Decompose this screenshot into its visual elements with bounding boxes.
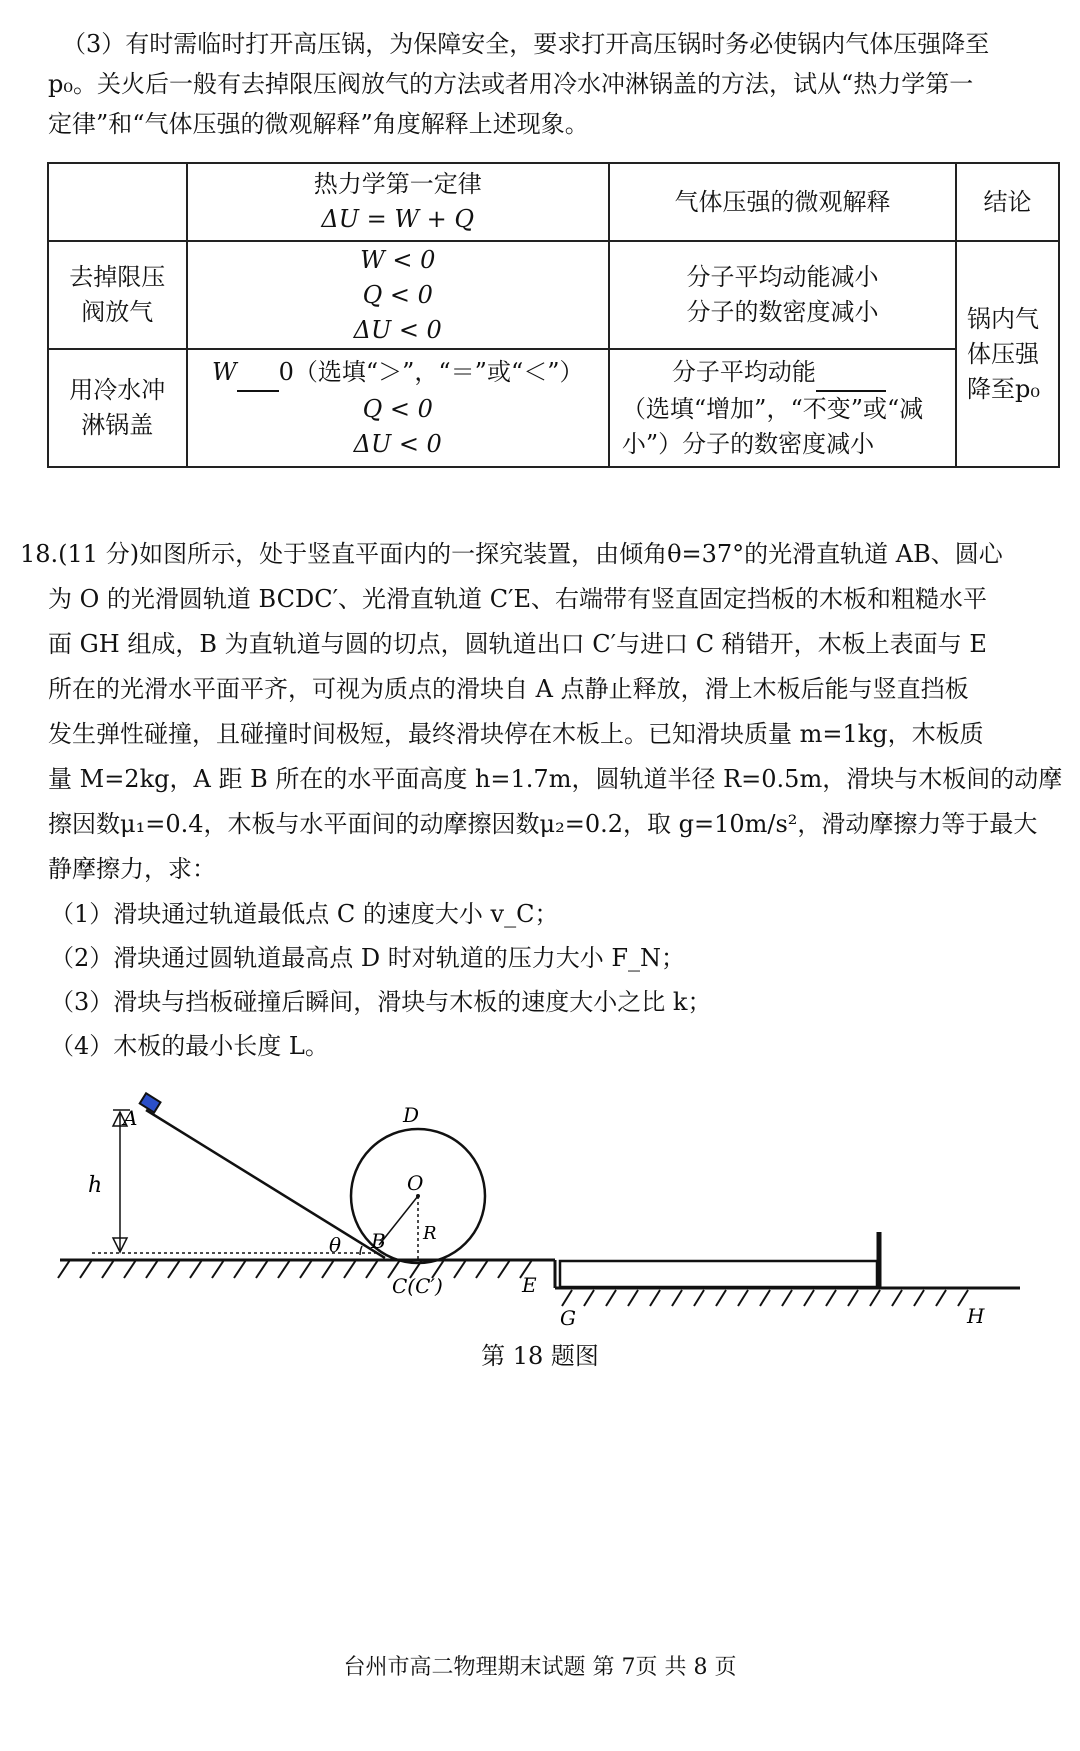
row2-law-w-line xyxy=(192,355,604,392)
law-title: 热力学第一定律 xyxy=(313,170,482,198)
q18-sub-1: （1）滑块通过轨道最低点 C 的速度大小 v_C； xyxy=(50,900,559,928)
table-header-law xyxy=(187,163,609,241)
conclusion-cell xyxy=(956,241,1059,467)
wooden-board xyxy=(560,1261,877,1287)
label-r: R xyxy=(423,1223,437,1244)
q18-line-6: 擦因数μ₁=0.4，木板与水平面间的动摩擦因数μ₂=0.2，取 g=10m/s²，滑动摩擦力等于最大 xyxy=(48,810,1038,838)
label-b: B xyxy=(371,1229,386,1253)
row2-law xyxy=(187,349,609,467)
label-h: h xyxy=(88,1173,103,1198)
q18-number: 18. xyxy=(20,540,59,568)
q18-line-3: 所在的光滑水平面平齐，可视为质点的滑块自 A 点静止释放，滑上木板后能与竖直挡板 xyxy=(48,675,969,703)
law-formula: ΔU = W + Q xyxy=(321,205,475,233)
slider-block xyxy=(140,1093,161,1112)
row1-micro-line1: 分子平均动能减小 xyxy=(686,263,879,291)
q18-line-4: 发生弹性碰撞，且碰撞时间极短，最终滑块停在木板上。已知滑块质量 m=1kg，木板质 xyxy=(48,720,984,748)
question-18 xyxy=(20,532,1065,892)
label-o: O xyxy=(407,1171,424,1195)
q18-sub-2: （2）滑块通过圆轨道最高点 D 时对轨道的压力大小 F_N； xyxy=(50,944,686,972)
q18-line-0 xyxy=(20,532,1065,577)
q18-figure xyxy=(0,1080,1080,1340)
figure-caption: 第 18 题图 xyxy=(481,1342,599,1370)
q18-line-7: 静摩擦力，求： xyxy=(48,855,216,883)
row2-micro-line1-wrap xyxy=(622,355,951,392)
row1-law-w: W < 0 xyxy=(360,245,436,274)
q18-sub-3: （3）滑块与挡板碰撞后瞬间，滑块与木板的速度大小之比 k； xyxy=(50,988,712,1016)
label-theta: θ xyxy=(329,1233,342,1257)
q18-line-1: 为 O 的光滑圆轨道 BCDC′、光滑直轨道 C′E、右端带有竖直固定挡板的木板和粗糙水平 xyxy=(48,585,988,613)
table-header-conclusion: 结论 xyxy=(956,163,1059,241)
q18-line-2: 面 GH 组成，B 为直轨道与圆的切点，圆轨道出口 C′与进口 C 稍错开，木板上表面与 E xyxy=(48,630,987,658)
row2-label-line2: 淋锅盖 xyxy=(81,411,154,439)
q17-part3-line3: 定律”和“气体压强的微观解释”角度解释上述现象。 xyxy=(48,110,589,138)
label-a: A xyxy=(123,1106,138,1130)
row2-law-blank[interactable] xyxy=(237,355,279,392)
row1-label-line1: 去掉限压 xyxy=(69,263,166,291)
row1-law-q: Q < 0 xyxy=(362,280,433,309)
table-header-micro: 气体压强的微观解释 xyxy=(609,163,956,241)
label-g: G xyxy=(560,1306,576,1330)
row2-law-choice-text: 0（选填“＞”，“＝”或“＜”） xyxy=(278,357,584,386)
row1-micro-line2: 分子的数密度减小 xyxy=(686,298,879,326)
label-c: C(C′) xyxy=(392,1274,443,1298)
q17-part3-line2: p₀。关火后一般有去掉限压阀放气的方法或者用冷水冲淋锅盖的方法，试从“热力学第一 xyxy=(48,70,974,98)
ground-left-hatch xyxy=(58,1260,532,1278)
page-footer: 台州市高二物理期末试题 第 7页 共 8 页 xyxy=(343,1655,737,1680)
label-e: E xyxy=(522,1273,537,1297)
row2-law-du: ΔU < 0 xyxy=(353,429,442,458)
row2-law-w-symbol: W xyxy=(211,357,237,386)
row1-law-du: ΔU < 0 xyxy=(353,315,442,344)
row2-micro-line1: 分子平均动能 xyxy=(671,357,816,386)
conclusion-line3: 降至p₀ xyxy=(967,374,1040,403)
q18-line-0-text: (11 分)如图所示，处于竖直平面内的一探究装置，由倾角θ=37°的光滑直轨道 AB、圆心 xyxy=(58,540,1003,568)
row1-label-line2: 阀放气 xyxy=(81,298,154,326)
row2-law-q: Q < 0 xyxy=(362,394,433,423)
row2-micro-blank[interactable] xyxy=(816,355,886,392)
row1-micro xyxy=(609,241,956,349)
row2-micro xyxy=(609,349,956,467)
theta-arc xyxy=(360,1246,362,1255)
row2-label xyxy=(48,349,187,467)
label-h-point: H xyxy=(967,1304,985,1328)
table-corner-cell xyxy=(48,163,187,241)
row2-label-line1: 用冷水冲 xyxy=(69,376,166,404)
row2-micro-line3: 小”）分子的数密度减小 xyxy=(621,429,875,458)
conclusion-line1: 锅内气 xyxy=(967,304,1040,333)
conclusion-line2: 体压强 xyxy=(967,339,1040,368)
label-d: D xyxy=(403,1103,420,1127)
ground-right-hatch xyxy=(562,1290,968,1306)
row1-law xyxy=(187,241,609,349)
row1-label xyxy=(48,241,187,349)
q18-sub-4: （4）木板的最小长度 L。 xyxy=(50,1032,329,1060)
q18-line-5: 量 M=2kg，A 距 B 所在的水平面高度 h=1.7m，圆轨道半径 R=0.5m，滑块与木板间的动摩 xyxy=(48,765,1063,793)
row2-micro-line2: （选填“增加”，“不变”或“减 xyxy=(621,394,924,423)
incline-ab xyxy=(146,1110,385,1258)
thermodynamics-table xyxy=(47,162,1060,468)
q17-part3-line1: （3）有时需临时打开高压锅，为保障安全，要求打开高压锅时务必使锅内气体压强降至 xyxy=(62,30,990,58)
